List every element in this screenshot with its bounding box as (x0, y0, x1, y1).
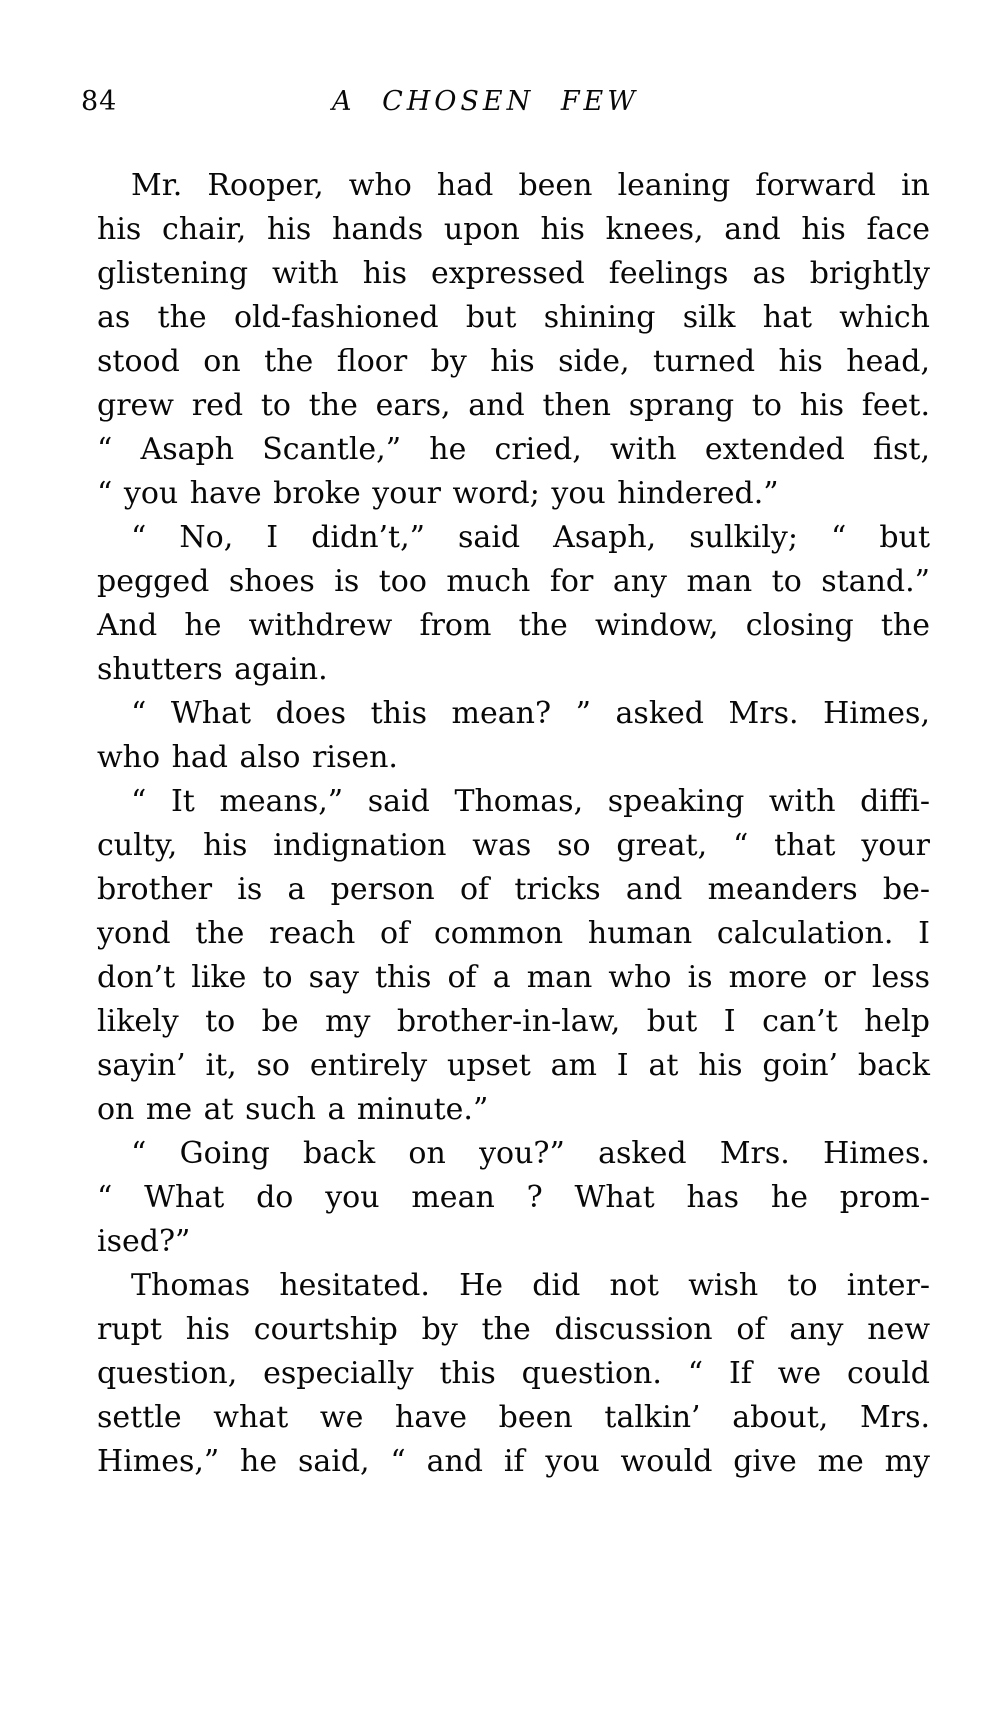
page-header (81, 86, 930, 122)
text-line: as the old-fashioned but shining silk hat which (97, 300, 930, 335)
text-line: Mr. Rooper, who had been leaning forward in (131, 168, 930, 203)
text-line: “ Going back on you?” asked Mrs. Himes. (131, 1136, 930, 1171)
text-line: yond the reach of common human calculation. I (97, 916, 930, 951)
text-line: rupt his courtship by the discussion of any new (97, 1312, 930, 1347)
text-line: his chair, his hands upon his knees, and his face (97, 212, 930, 247)
paragraph (97, 692, 930, 780)
text-line: “ you have broke your word; you hindered.” (97, 476, 779, 511)
text-line: shutters again. (97, 652, 328, 687)
paragraph (97, 780, 930, 1132)
text-line: grew red to the ears, and then sprang to his feet. (97, 388, 930, 423)
text-line: Thomas hesitated. He did not wish to inter- (131, 1268, 930, 1303)
paragraph (97, 1132, 930, 1264)
text-line: And he withdrew from the window, closing the (97, 608, 930, 643)
text-line: “ What does this mean? ” asked Mrs. Himes, (131, 696, 930, 731)
page-number: 84 (81, 86, 118, 117)
text-line: “ Asaph Scantle,” he cried, with extended fist, (97, 432, 930, 467)
text-line: glistening with his expressed feelings as brightly (97, 256, 930, 291)
paragraph (97, 164, 930, 516)
text-line: settle what we have been talkin’ about, Mrs. (97, 1400, 930, 1435)
text-line: Himes,” he said, “ and if you would give me my (97, 1444, 930, 1479)
page-body (97, 164, 930, 1484)
text-line: don’t like to say this of a man who is more or less (97, 960, 930, 995)
text-line: sayin’ it, so entirely upset am I at his goin’ back (97, 1048, 930, 1083)
paragraph (97, 516, 930, 692)
text-line: pegged shoes is too much for any man to stand.” (97, 564, 930, 599)
text-line: brother is a person of tricks and meanders be- (97, 872, 930, 907)
text-line: culty, his indignation was so great, “ that your (97, 828, 930, 863)
text-line: who had also risen. (97, 740, 398, 775)
text-line: “ What do you mean ? What has he prom- (97, 1180, 930, 1215)
text-line: on me at such a minute.” (97, 1092, 489, 1127)
text-line: ised?” (97, 1224, 191, 1259)
running-head: A CHOSEN FEW (331, 86, 640, 117)
text-line: stood on the floor by his side, turned his head, (97, 344, 930, 379)
paragraph (97, 1264, 930, 1484)
text-line: “ No, I didn’t,” said Asaph, sulkily; “ but (131, 520, 930, 555)
text-line: question, especially this question. “ If we could (97, 1356, 930, 1391)
text-line: likely to be my brother-in-law, but I can’t help (97, 1004, 930, 1039)
text-line: “ It means,” said Thomas, speaking with diffi- (131, 784, 930, 819)
